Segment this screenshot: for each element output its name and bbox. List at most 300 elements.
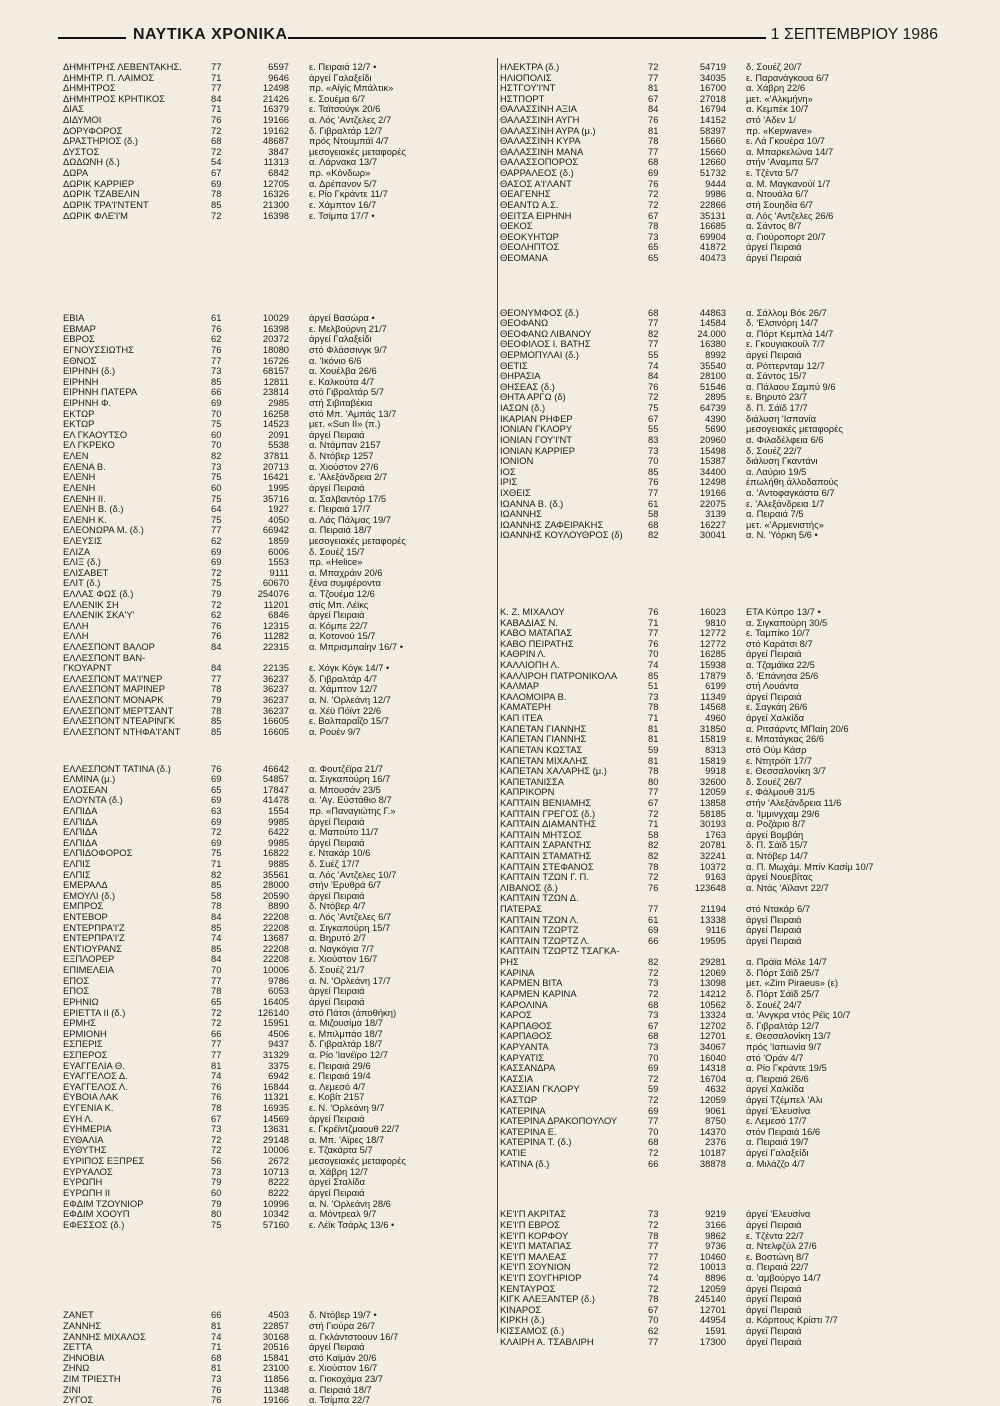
position-info: μεσογειακές μεταφορές — [309, 146, 406, 157]
ship-name: ΕΛΟΥΝΤΑ (δ.) — [63, 795, 123, 806]
gross-tonnage: 21194 — [700, 903, 726, 915]
gross-tonnage: 12498 — [262, 82, 289, 94]
position-info: α. Λεμεσό 4/7 — [309, 1081, 366, 1092]
position-info: άργεί Πειραιά — [309, 1187, 365, 1198]
build-year: 84 — [211, 953, 222, 965]
ship-name: ΙΩΑΝΝΗΣ — [500, 509, 542, 520]
position-info: άργεί Βασώρα • — [309, 313, 375, 324]
position-info: άργεί Νουεβίτας — [746, 872, 813, 883]
build-year: 70 — [211, 407, 222, 419]
position-info: α. Ρίο Γκράντε 19/5 — [746, 1063, 827, 1074]
build-year: 69 — [648, 167, 659, 179]
build-year: 62 — [648, 1324, 659, 1336]
build-year: 85 — [211, 921, 222, 933]
gross-tonnage: 4503 — [268, 1309, 289, 1321]
ship-name: ΘΕΟΦΙΛΟΣ Ι. ΒΑΤΗΣ — [500, 339, 591, 350]
ship-name: ΚΑΠΕΤΑΝ ΓΙΑΝΝΗΣ — [500, 723, 587, 734]
ship-name: ΚΕΝΤΑΥΡΟΣ — [500, 1283, 556, 1294]
position-info: α. Μιλάζζο 4/7 — [746, 1158, 805, 1169]
build-year: 76 — [648, 380, 659, 392]
build-year: 74 — [211, 1070, 222, 1082]
position-info: μετ. «'Αλκμήνη» — [746, 93, 813, 104]
ship-name: ΕΙΡΗΝΗ (δ.) — [63, 366, 116, 377]
position-info: άργεί Πειραιά — [309, 816, 365, 827]
position-info: α. Μπαχράιν 20/6 — [309, 567, 383, 578]
ship-name: ΚΑΠΕΤΑΝ ΧΑΛΑΡΗΣ (μ.) — [500, 766, 607, 777]
ship-name: ΚΑΛΜΑΡ — [500, 681, 540, 692]
gross-tonnage: 18080 — [262, 343, 289, 355]
ship-name: ΕΥΒΟΙΑ ΛΑΚ — [63, 1092, 119, 1103]
gross-tonnage: 10713 — [262, 1165, 289, 1177]
build-year: 71 — [648, 616, 659, 628]
gross-tonnage: 22857 — [262, 1319, 289, 1331]
position-info: α. Ρόττερνταμ 12/7 — [746, 360, 825, 371]
position-info: α. Ροζάριο 8/7 — [746, 819, 806, 830]
position-info: δ. Σουέζ 15/7 — [309, 546, 365, 557]
ship-name: ΕΛΛΕΣΠΟΝΤ ΝΤΗΦΑ'Ι'ΑΝΤ — [63, 726, 181, 737]
ship-name: ΕΛΛΕΣΠΟΝΤ ΝΤΕΑΡΙΝΓΚ — [63, 716, 175, 727]
ship-name: ΓΚΟΥΑΡΝΤ — [63, 663, 112, 674]
ship-name: ΕΣΠΕΡΙΣ — [63, 1039, 103, 1050]
position-info: στή Γιούρα 26/7 — [309, 1320, 376, 1331]
position-info: α. Πειραιά 19/7 — [746, 1137, 809, 1148]
build-year: 82 — [648, 327, 659, 339]
gross-tonnage: 9061 — [705, 1104, 726, 1116]
gross-tonnage: 16227 — [699, 518, 726, 530]
gross-tonnage: 38878 — [699, 1157, 726, 1169]
build-year: 72 — [648, 1094, 659, 1106]
position-info: α. Κοτονού 15/7 — [309, 631, 376, 642]
ship-name: ΚΑΠΕΤΑΝ ΚΩΣΤΑΣ — [500, 744, 583, 755]
position-info: ε. Λέϊκ Τσάρλς 13/6 • — [309, 1219, 395, 1230]
gross-tonnage: 6006 — [268, 545, 289, 557]
gross-tonnage: 11321 — [263, 1091, 289, 1103]
ship-name: ΘΕΡΜΟΠΥΛΑΙ (δ.) — [500, 350, 580, 361]
ship-name: ΕΚΤΩΡ — [63, 408, 95, 419]
ship-name: ΚΑΠΤΑΙΝ ΣΑΡΑΝΤΗΣ — [500, 840, 592, 851]
gross-tonnage: 68157 — [262, 365, 289, 377]
gross-tonnage: 15660 — [699, 135, 726, 147]
build-year: 79 — [211, 587, 222, 599]
build-year: 69 — [211, 794, 222, 806]
ship-name: ΘΕΟΜΑΝΑ — [500, 252, 548, 263]
ship-name: ΕΥΘΑΛΙΑ — [63, 1134, 104, 1145]
position-info: ἐπωλήθη ἀλλοδαπούς — [746, 477, 839, 488]
gross-tonnage: 12498 — [699, 476, 726, 488]
build-year: 67 — [648, 92, 659, 104]
build-year: 64 — [211, 503, 222, 515]
gross-tonnage: 16700 — [699, 82, 726, 94]
ship-name: ΕΛΕΝΑ Β. — [63, 461, 106, 472]
ship-name: ΗΛΕΚΤΡΑ (δ.) — [500, 62, 560, 72]
gross-tonnage: 6422 — [268, 826, 289, 838]
gross-tonnage: 22208 — [262, 921, 289, 933]
build-year: 68 — [648, 518, 659, 530]
ship-name: ΕΛΕΥΣΙΣ — [63, 535, 103, 546]
gross-tonnage: 21300 — [262, 198, 289, 210]
build-year: 84 — [211, 662, 222, 674]
gross-tonnage: 12069 — [699, 966, 726, 978]
position-info: α. Κόρπους Κρίστι 7/7 — [746, 1315, 838, 1326]
ship-name: ΚΑΘΡΙΝ Λ. — [500, 649, 547, 660]
gross-tonnage: 15660 — [699, 145, 726, 157]
position-info: άργεί Πειραιά — [746, 691, 802, 702]
position-info: α. Ν. 'Ορλεάνη 12/7 — [309, 695, 391, 706]
position-info: δ. Σουέζ 20/7 — [746, 62, 802, 72]
build-year: 62 — [211, 333, 222, 345]
ship-name: ΕΛΛΕΣΠΟΝΤ ΜΕΡΤΣΑΝΤ — [63, 705, 174, 716]
ship-name: ΚΑΡΜΕΝ ΒΙΤΑ — [500, 978, 563, 989]
gross-tonnage: 16405 — [262, 995, 289, 1007]
ship-name: ΚΑΤΕΡΙΝΑ — [500, 1105, 546, 1116]
build-year: 55 — [648, 423, 659, 435]
ship-name: ΚΕ'Ι'Π ΑΚΡΙΤΑΣ — [500, 1209, 566, 1220]
position-info: άργεί Πειραιά — [309, 610, 365, 621]
build-year: 71 — [211, 858, 222, 869]
build-year: 79 — [211, 1176, 222, 1188]
position-info: α. Ντουάλα 6/7 — [746, 189, 809, 200]
ship-name: ΔΩΡΙΚ ΤΡΑ'Ι'ΝΤΕΝΤ — [63, 199, 149, 210]
gross-tonnage: 20781 — [699, 839, 726, 851]
gross-tonnage: 10342 — [262, 1208, 289, 1220]
position-info: α. Λός 'Αντζελες 10/7 — [309, 869, 397, 880]
ship-name: ΕΥΗΜΕΡΙΑ — [63, 1124, 112, 1135]
gross-tonnage: 16935 — [262, 1102, 289, 1114]
ship-name: ΙΑΣΩΝ (δ.) — [500, 403, 546, 414]
position-info: άργεί Πειραιά — [309, 1342, 365, 1353]
ship-entry-row — [500, 1042, 930, 1053]
ship-name: ΕΥΡΩΠΗ — [63, 1177, 103, 1188]
position-info: άργεί Πειραιά — [746, 935, 802, 946]
ship-name: ΚΑΠΤΑΙΝ ΤΖΩΡΤΖ Λ. — [500, 935, 590, 946]
ship-entry-row — [63, 1385, 493, 1396]
build-year: 78 — [211, 1102, 222, 1114]
position-info: α. Ν. 'Ορλεάνη 17/7 — [309, 975, 391, 986]
build-year: 70 — [648, 455, 659, 467]
gross-tonnage: 9985 — [268, 836, 289, 848]
build-year: 73 — [211, 1372, 222, 1384]
ship-name: ΚΕ'Ι'Π ΜΑΛΕΑΣ — [500, 1251, 567, 1262]
position-info: δ. Γιβραλτάρ 4/7 — [309, 673, 378, 684]
ship-name: ΕΙΡΗΝΗ ΠΑΤΕΡΑ — [63, 387, 138, 398]
ship-name: ΙΧΘΕΙΣ — [500, 487, 531, 498]
build-year: 76 — [211, 1091, 222, 1103]
column-divider — [497, 58, 498, 1333]
gross-tonnage: 1591 — [705, 1324, 726, 1336]
build-year: 81 — [648, 733, 659, 745]
build-year: 69 — [211, 177, 222, 189]
ship-name: ΕΛΙΣΑΒΕΤ — [63, 567, 109, 578]
gross-tonnage: 12660 — [699, 156, 726, 168]
ship-name: ΕΦΕΣΣΟΣ (δ.) — [63, 1219, 125, 1230]
gross-tonnage: 2985 — [268, 397, 289, 409]
gross-tonnage: 1554 — [268, 804, 289, 816]
ship-name: ΘΕΟΚΥΗΤΩΡ — [500, 231, 559, 242]
ship-name: ΚΑΣΣΙΑ — [500, 1073, 533, 1084]
ship-entry-row — [63, 1050, 493, 1061]
gross-tonnage: 6942 — [268, 1070, 289, 1082]
position-info — [746, 946, 930, 957]
ship-name: ΘΕΑΝΤΩ Α.Σ. — [500, 199, 559, 210]
gross-tonnage: 17879 — [699, 669, 726, 681]
position-info: άργεί Πειραιά — [309, 837, 365, 848]
gross-tonnage: 10006 — [262, 964, 289, 976]
build-year: 51 — [648, 680, 659, 692]
build-year: 78 — [211, 704, 222, 716]
build-year: 78 — [648, 701, 659, 713]
ship-name: ΔΗΜΗΤΡΟΣ — [63, 83, 116, 94]
ship-name: ΘΗΡΑΣΙΑ — [500, 371, 541, 382]
build-year: 73 — [211, 1165, 222, 1177]
gross-tonnage: 123648 — [694, 881, 726, 893]
ship-name: ΕΛΛΕΣΠΟΝΤ ΜΑ'Ι'ΝΕΡ — [63, 673, 163, 684]
build-year: 68 — [648, 1030, 659, 1042]
ship-list-block — [500, 607, 930, 1169]
ship-name: ΕΛΛΗ — [63, 631, 89, 642]
ship-name: ΕΛΠΙΣ — [63, 859, 91, 869]
position-info: ε. Ταϊτσούγκ 20/6 — [309, 104, 381, 115]
ship-name: ΕΜΠΡΟΣ — [63, 901, 104, 912]
build-year: 77 — [648, 627, 659, 639]
position-info: ε. Χιούστον 16/7 — [309, 1363, 378, 1374]
position-info: ε. Χιούστον 16/7 — [309, 954, 378, 965]
build-year: 72 — [211, 598, 222, 610]
ship-name: ΘΕΟΝΥΜΦΟΣ (δ.) — [500, 307, 579, 318]
build-year: 77 — [648, 1240, 659, 1252]
gross-tonnage: 11856 — [263, 1372, 289, 1384]
gross-tonnage: 6597 — [268, 61, 289, 72]
build-year: 81 — [648, 722, 659, 734]
gross-tonnage: 16258 — [262, 407, 289, 419]
build-year: 73 — [648, 1009, 659, 1021]
ship-list-block — [63, 313, 493, 737]
build-year: 85 — [211, 198, 222, 210]
position-info: άργεί Πειραιά — [746, 1304, 802, 1315]
position-info: ε. Τζέντα 5/7 — [746, 168, 799, 179]
gross-tonnage: 8222 — [268, 1176, 289, 1188]
gross-tonnage: 9810 — [705, 616, 726, 628]
position-info: α. Σιγκαπούρη 15/7 — [309, 922, 391, 933]
gross-tonnage: 20713 — [262, 460, 289, 472]
build-year: 77 — [648, 145, 659, 157]
build-year: 73 — [648, 1040, 659, 1052]
position-info — [309, 653, 493, 664]
build-year: 71 — [211, 1341, 222, 1353]
ship-name: ΕΛΕΝΗ ΙΙ. — [63, 493, 106, 504]
gross-tonnage: 3166 — [705, 1218, 726, 1230]
gross-tonnage: 5538 — [268, 439, 289, 451]
build-year: 71 — [648, 818, 659, 830]
position-info: ε. Πειραιά 17/7 — [309, 504, 371, 515]
build-year: 78 — [211, 900, 222, 912]
header-rule-middle — [288, 37, 766, 39]
position-info: ε. Τσίμπα 17/7 • — [309, 210, 375, 221]
position-info: α. Τσίμπα 22/7 — [309, 1395, 371, 1406]
gross-tonnage: 9862 — [705, 1229, 726, 1241]
gross-tonnage: 22208 — [262, 911, 289, 923]
position-info: α. Τζουέμα 12/6 — [309, 588, 375, 599]
position-info: πρός 'Ιαπωνία 9/7 — [746, 1041, 822, 1052]
position-info: στή Σουηδία 6/7 — [746, 199, 814, 210]
gross-tonnage: 36237 — [262, 672, 289, 684]
gross-tonnage: 15387 — [699, 455, 726, 467]
ship-name: ΙΚΑΡΙΑΝ ΡΗΦΕΡ — [500, 413, 573, 424]
ship-name: ΔΥΣΤΟΣ — [63, 146, 100, 157]
position-info: δ. Γιβραλτάρ 12/7 — [309, 125, 383, 136]
gross-tonnage: 10029 — [262, 312, 289, 324]
build-year: 72 — [648, 1282, 659, 1294]
position-info: άργεί Πειραιά — [746, 242, 802, 253]
gross-tonnage: 8890 — [268, 900, 289, 912]
position-info: διάλυση 'Ισπανία — [746, 413, 817, 424]
position-info: άργεί Γαλαξείδι — [746, 1148, 809, 1159]
gross-tonnage: 24.000 — [697, 327, 726, 339]
ship-name: ΘΑΣΟΣ Α'Ι'ΛΑΝΤ — [500, 178, 572, 189]
build-year: 65 — [648, 241, 659, 253]
position-info: ε. Πειραιά 29/6 — [309, 1060, 371, 1071]
position-info: ε. Γκουγιακουίλ 7/7 — [746, 339, 825, 350]
ship-name: ΕΛ ΓΚΡΕΚΟ — [63, 440, 115, 451]
build-year: 58 — [648, 508, 659, 520]
gross-tonnage: 58185 — [699, 807, 726, 819]
build-year: 81 — [648, 754, 659, 766]
build-year: 72 — [211, 1133, 222, 1145]
build-year: 72 — [648, 198, 659, 210]
gross-tonnage: 9786 — [268, 974, 289, 986]
gross-tonnage: 12772 — [699, 627, 726, 639]
gross-tonnage: 12702 — [699, 1019, 726, 1031]
build-year: 75 — [211, 847, 222, 859]
build-year: 66 — [648, 934, 659, 946]
gross-tonnage: 51546 — [699, 380, 726, 392]
gross-tonnage: 16285 — [699, 648, 726, 660]
gross-tonnage: 9918 — [705, 765, 726, 777]
position-info: α. Κόμπε 22/7 — [309, 620, 368, 631]
ship-name: ΚΕ'Ι'Π ΣΟΥΓΗΡΙΟΡ — [500, 1272, 582, 1283]
gross-tonnage: 22208 — [262, 942, 289, 954]
position-info: ε. Σουέμα 6/7 — [309, 93, 366, 104]
gross-tonnage: 22315 — [262, 641, 289, 653]
gross-tonnage: 19166 — [262, 114, 289, 126]
ship-name: ΕΥΡΥΑΛΟΣ — [63, 1166, 113, 1177]
gross-tonnage: 9885 — [268, 858, 289, 869]
ship-name: ΘΕΤΙΣ — [500, 360, 528, 371]
build-year: 77 — [648, 338, 659, 350]
position-info: α. Ν. 'Ορλεάνη 28/6 — [309, 1198, 391, 1209]
position-info: α. Χάμπτον 12/7 — [309, 684, 378, 695]
position-info: ε. Μπιλμπάο 18/7 — [309, 1028, 383, 1039]
position-info: άργεί Πειραιά — [746, 925, 802, 936]
ship-name: ΕΝΤΕΒΟΡ — [63, 912, 108, 923]
gross-tonnage: 35131 — [699, 209, 726, 221]
build-year: 68 — [648, 156, 659, 168]
gross-tonnage: 13338 — [699, 913, 726, 925]
ship-name: ΙΟΣ — [500, 466, 516, 477]
build-year: 58 — [648, 828, 659, 840]
build-year: 79 — [211, 694, 222, 706]
gross-tonnage: 16421 — [262, 471, 289, 483]
gross-tonnage: 8750 — [705, 1115, 726, 1127]
ship-name: ΡΗΣ — [500, 957, 519, 968]
build-year: 75 — [211, 471, 222, 483]
build-year: 78 — [211, 188, 222, 200]
gross-tonnage: 2672 — [268, 1155, 289, 1167]
position-info: α. Δρέπανον 5/7 — [309, 178, 377, 189]
ship-name: ΕΜΕΡΑΛΔ — [63, 880, 108, 891]
gross-tonnage: 28100 — [699, 370, 726, 382]
position-info: ε. Βαλπαραΐζο 15/7 — [309, 716, 389, 727]
position-info: στό Ντακάρ 6/7 — [746, 904, 811, 915]
position-info: α. Μόντρεαλ 9/7 — [309, 1209, 377, 1220]
ship-entry-row — [63, 997, 493, 1008]
position-info: άργεί Πειραιά — [746, 1325, 802, 1336]
gross-tonnage: 1553 — [268, 556, 289, 568]
build-year: 69 — [211, 545, 222, 557]
ship-name: ΚΑΠΤΑΙΝ ΤΖΩΡΤΖ — [500, 925, 579, 936]
position-info: α. Ντάς 'Αϊλαντ 22/7 — [746, 882, 829, 893]
position-info: μεσογειακές μεταφορές — [309, 535, 406, 546]
build-year: 74 — [211, 1330, 222, 1342]
build-year: 69 — [211, 815, 222, 827]
position-info: α. 'Ιμμινγχαμ 29/6 — [746, 808, 820, 819]
build-year: 76 — [648, 881, 659, 893]
build-year: 81 — [211, 1059, 222, 1071]
ship-entry-row — [500, 1326, 930, 1337]
ship-name: ΕΥΑΓΓΕΛΟΣ Δ. — [63, 1071, 128, 1082]
ship-name: ΕΥΑΓΓΕΛΟΣ Λ. — [63, 1081, 128, 1092]
position-info: α. Φιλαδέλφεια 6/6 — [746, 434, 824, 445]
ship-name: ΕΙΡΗΝΗ Φ. — [63, 398, 112, 409]
position-info: ε. Ρίο Γκράντε 11/7 — [309, 189, 388, 200]
ship-entry-row — [500, 1159, 930, 1170]
ship-name: ΚΑΡΥΑΝΤΑ — [500, 1041, 549, 1052]
gross-tonnage: 16822 — [262, 847, 289, 859]
position-info: δ. Π. Σάϊδ 17/7 — [746, 403, 808, 414]
position-info: δ. Πόρτ Σάϊδ 25/7 — [746, 988, 820, 999]
build-year: 77 — [648, 317, 659, 329]
gross-tonnage: 11201 — [263, 598, 289, 610]
build-year: 67 — [211, 1112, 222, 1124]
build-year: 73 — [648, 1208, 659, 1220]
build-year: 73 — [648, 690, 659, 702]
ship-name: ΖΗΝΩ — [63, 1363, 90, 1374]
build-year: 67 — [648, 209, 659, 221]
gross-tonnage: 14318 — [699, 1062, 726, 1074]
build-year: 73 — [648, 977, 659, 989]
ship-name: ΕΓΝΟΥΣΣΙΩΤΗΣ — [63, 344, 134, 355]
ship-name: ΕΛΠΙΔΑ — [63, 805, 98, 816]
position-info: άργεί Πειραιά — [746, 1219, 802, 1230]
position-info: α. Λαύριο 19/5 — [746, 466, 807, 477]
gross-tonnage: 11313 — [263, 156, 289, 168]
gross-tonnage: 30168 — [262, 1330, 289, 1342]
build-year: 75 — [211, 1218, 222, 1230]
position-info: α. Γκλάντστοουν 16/7 — [309, 1331, 399, 1342]
position-info: πρ. «Κόνδωρ» — [309, 168, 371, 179]
position-info: δ. 'Ελσινόρη 14/7 — [746, 318, 819, 329]
build-year: 77 — [648, 903, 659, 915]
ship-name: ΚΕ'Ι'Π ΕΒΡΟΣ — [500, 1219, 560, 1230]
position-info: δ. Ντόβερ 1257 — [309, 451, 374, 462]
ship-entry-row — [500, 200, 930, 211]
build-year: 72 — [211, 1006, 222, 1018]
gross-tonnage: 35716 — [262, 492, 289, 504]
position-info: α. Πειραιά 22/7 — [746, 1262, 809, 1273]
gross-tonnage: 13631 — [262, 1123, 289, 1135]
position-info: α. Γιοκοχάμα 23/7 — [309, 1373, 383, 1384]
gross-tonnage: 9437 — [268, 1038, 289, 1050]
build-year: 82 — [211, 868, 222, 880]
